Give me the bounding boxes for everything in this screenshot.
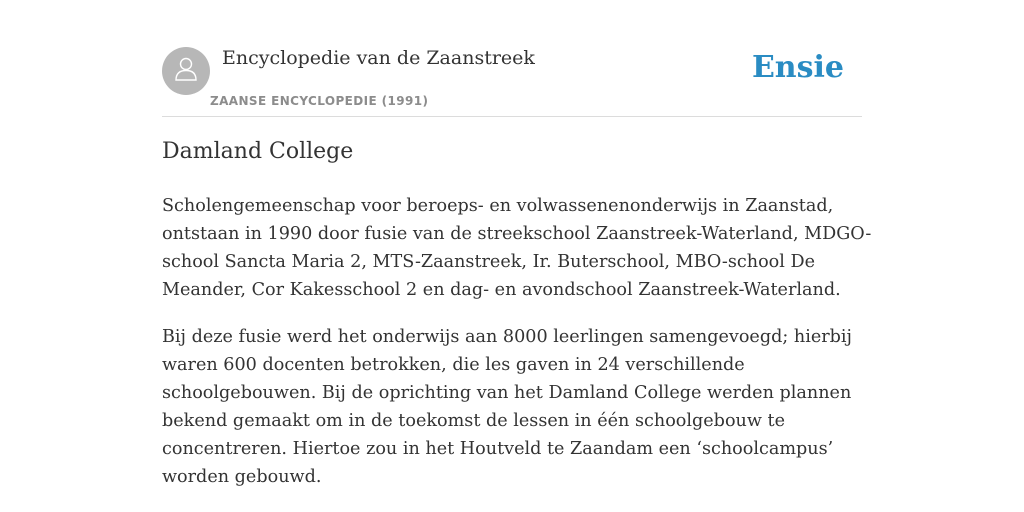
article-body — [162, 192, 872, 510]
paragraph-line: concentreren. Hiertoe zou in het Houtveld te Zaandam een ‘schoolcampus’ — [162, 439, 834, 459]
avatar[interactable] — [162, 47, 210, 95]
paragraph-line: ontstaan in 1990 door fusie van de streekschool Zaanstreek-Waterland, MDGO- — [162, 224, 872, 244]
brand-logo[interactable]: Ensie — [751, 50, 844, 85]
source-subtitle: ZAANSE ENCYCLOPEDIE (1991) — [210, 94, 429, 108]
paragraph-line: waren 600 docenten betrokken, die les gaven in 24 verschillende — [162, 355, 745, 375]
paragraph-line: Meander, Cor Kakesschool 2 en dag- en avondschool Zaanstreek-Waterland. — [162, 280, 841, 300]
paragraph-line: Bij deze fusie werd het onderwijs aan 8000 leerlingen samengevoegd; hierbij — [162, 327, 853, 347]
source-title-link[interactable]: Encyclopedie van de Zaanstreek — [222, 47, 535, 69]
paragraph-line: school Sancta Maria 2, MTS-Zaanstreek, Ir. Buterschool, MBO-school De — [162, 252, 815, 272]
article-title: Damland College — [162, 139, 354, 164]
article-paragraph — [162, 323, 862, 491]
paragraph-line: worden gebouwd. — [162, 467, 322, 487]
paragraph-line: schoolgebouwen. Bij de oprichting van het Damland College werden plannen — [162, 383, 852, 403]
paragraph-line: Scholengemeenschap voor beroeps- en volwassenenonderwijs in Zaanstad, — [162, 196, 834, 216]
article-paragraph — [162, 192, 872, 304]
source-header — [162, 44, 862, 117]
paragraph-line: bekend gemaakt om in de toekomst de lessen in één schoolgebouw te — [162, 411, 785, 431]
user-silhouette-icon — [172, 55, 200, 88]
